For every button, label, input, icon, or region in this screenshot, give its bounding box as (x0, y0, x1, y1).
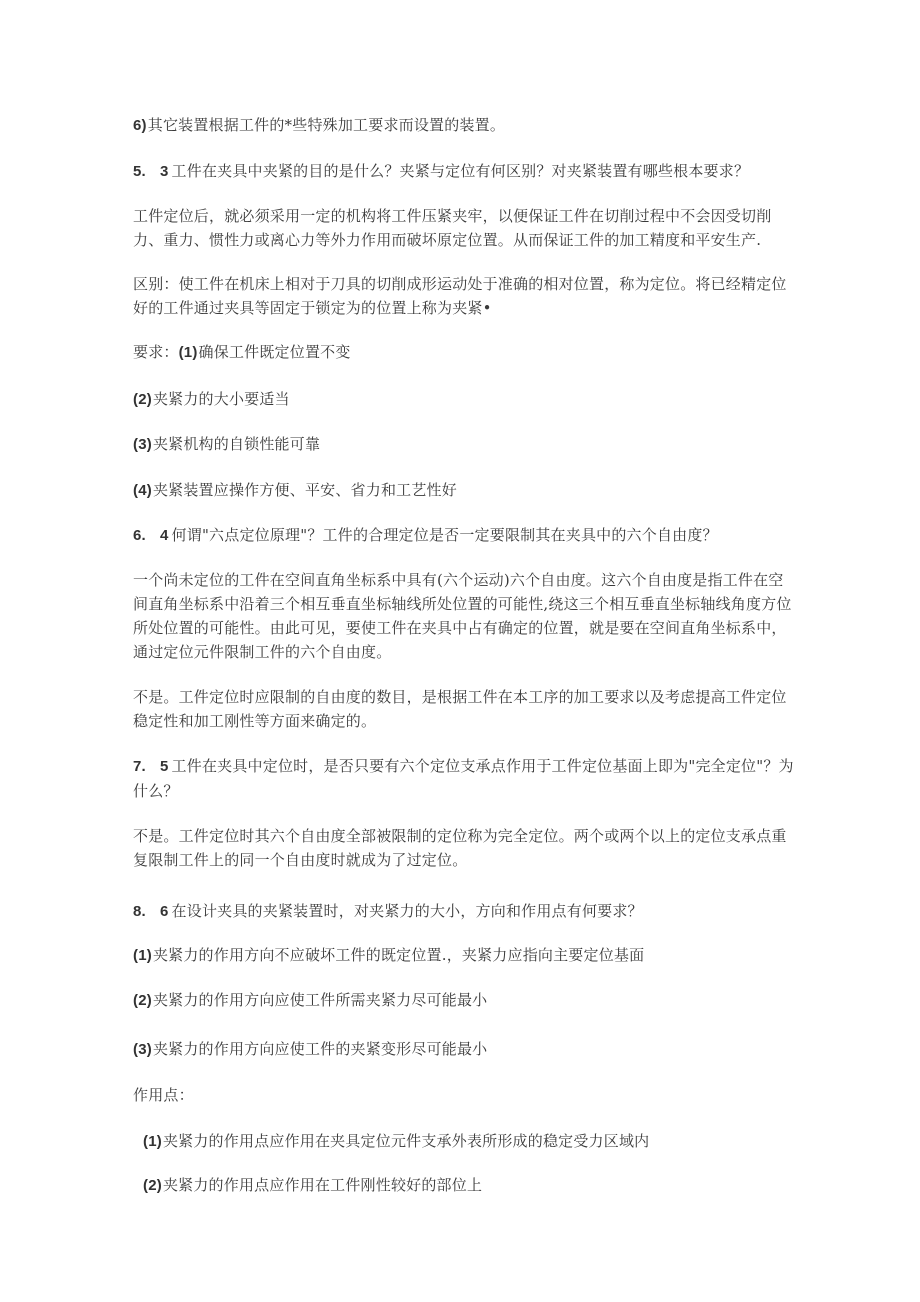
list-item (143, 1173, 803, 1198)
item-text: 夹紧力的大小要适当 (152, 390, 290, 408)
question-number: 8. (133, 903, 146, 920)
item-text: 夹紧力的作用方向应使工件所需夹紧力尽可能最小 (152, 991, 488, 1009)
list-item (133, 943, 793, 968)
item-text: 其它装置根据工件的*些特殊加工要求而设置的装置。 (147, 116, 506, 134)
list-item (133, 478, 793, 503)
item-number: (2) (133, 391, 152, 408)
answer-paragraph: 一个尚未定位的工件在空间直角坐标系中具有(六个运动)六个自由度。这六个自由度是指工件在空间直角坐标系中沿着三个相互垂直坐标轴线所处位置的可能性,绕这三个相互垂直坐标轴线角度方位所处位置的可能性。由此可见，要使工件在夹具中占有确定的位置，就是要在空间直角坐标系中，通过定位元件限制工件的六个自由度。 (133, 571, 792, 661)
item-number: (4) (133, 482, 152, 499)
answer-paragraph: 不是。工件定位时其六个自由度全部被限制的定位称为完全定位。两个或两个以上的定位支承点重复限制工件上的同一个自由度时就成为了过定位。 (133, 827, 787, 869)
list-item (133, 113, 793, 138)
question-heading (133, 159, 793, 184)
item-number: (3) (133, 436, 152, 453)
item-text: 夹紧力的作用点应作用在夹具定位元件支承外表所形成的稳定受力区域内 (162, 1132, 650, 1150)
list-item (143, 1129, 803, 1154)
item-number: (3) (133, 1041, 152, 1058)
question-subnumber: 6 (160, 903, 169, 920)
question-text: 在设计夹具的夹紧装置时，对夹紧力的大小，方向和作用点有何要求？ (171, 902, 643, 920)
item-number: 6) (133, 117, 147, 134)
item-number: (1) (133, 947, 152, 964)
list-item (133, 340, 793, 365)
item-text: 夹紧力的作用方向应使工件的夹紧变形尽可能最小 (152, 1040, 488, 1058)
question-number: 6. (133, 527, 146, 544)
item-text: 夹紧力的作用点应作用在工件刚性较好的部位上 (162, 1176, 483, 1194)
question-text: 工件在夹具中夹紧的目的是什么？夹紧与定位有何区别？对夹紧装置有哪些根本要求？ (171, 162, 750, 180)
list-item (133, 1037, 793, 1062)
answer-paragraph: 不是。工件定位时应限制的自由度的数目，是根据工件在本工序的加工要求以及考虑提高工件定位稳定性和加工刚性等方面来确定的。 (133, 688, 787, 730)
item-number: (2) (133, 992, 152, 1009)
item-text: 夹紧机构的自锁性能可靠 (152, 435, 321, 453)
question-subnumber: 3 (160, 163, 169, 180)
question-heading (133, 754, 803, 803)
question-number: 5. (133, 163, 146, 180)
question-subnumber: 4 (160, 527, 169, 544)
list-item (133, 432, 793, 457)
question-heading (133, 523, 793, 548)
answer-paragraph: 工件定位后，就必须采用一定的机构将工件压紧夹牢，以便保证工件在切削过程中不会因受切削力、重力、惯性力或离心力等外力作用而破坏原定位置。从而保证工件的加工精度和平安生产. (133, 207, 772, 249)
answer-paragraph: 区别：使工件在机床上相对于刀具的切削成形运动处于准确的相对位置，称为定位。将已经精定位好的工件通过夹具等固定于锁定为的位置上称为夹紧• (133, 275, 787, 317)
question-text: 工件在夹具中定位时，是否只要有六个定位支承点作用于工件定位基面上即为"完全定位"？为什么？ (133, 757, 794, 800)
question-text: 何谓"六点定位原理"？工件的合理定位是否一定要限制其在夹具中的六个自由度？ (171, 526, 718, 544)
list-item (133, 387, 793, 412)
question-heading (133, 899, 793, 924)
item-text: 夹紧力的作用方向不应破坏工件的既定位置.，夹紧力应指向主要定位基面 (152, 946, 645, 964)
section-label: 作用点： (133, 1086, 194, 1104)
item-number: (1) (178, 344, 198, 361)
question-number: 7. (133, 758, 146, 775)
item-text: 确保工件既定位置不变 (198, 343, 351, 361)
item-prefix: 要求： (133, 343, 179, 361)
item-number: (1) (143, 1133, 162, 1150)
item-text: 夹紧装置应操作方便、平安、省力和工艺性好 (152, 481, 457, 499)
list-item (133, 988, 793, 1013)
question-subnumber: 5 (160, 758, 169, 775)
item-number: (2) (143, 1177, 162, 1194)
